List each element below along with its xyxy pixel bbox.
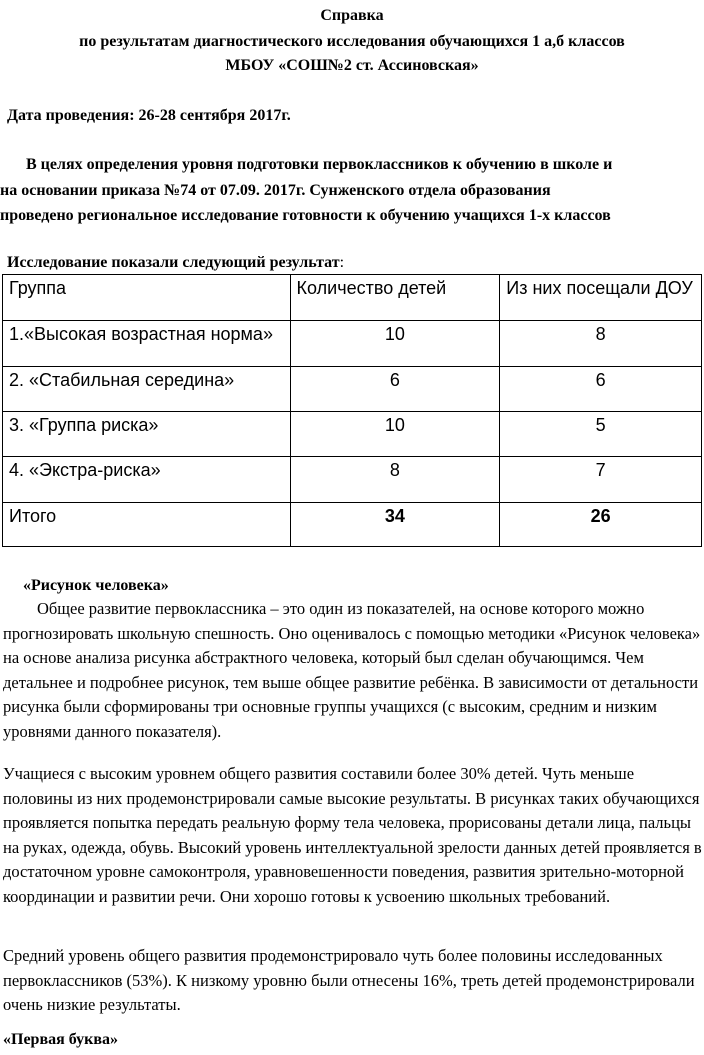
date-line: Дата проведения: 26-28 сентября 2017г. [7,107,291,124]
table-header-row [3,275,702,321]
table-total-row [3,503,702,547]
table-row [3,412,702,457]
doc-title: Справка [320,7,384,24]
school-name: МБОУ «СОШ№2 ст. Ассиновская» [225,57,479,74]
row-group: 3. «Группа риска» [3,412,291,457]
results-label [7,253,344,273]
total-dou: 26 [500,503,702,547]
row-count: 10 [290,321,500,367]
results-table [2,274,702,547]
paragraph-2: Учащиеся с высоким уровнем общего развития составили более 30% детей. Чуть меньше половины из них продемонстрировали самые высокие результаты. В рисунках таких обучающихся проявляется попытка передать реальную форму тела человека, прорисованы детали лица, пальцы на руках, одежда, обувь. Высокий уровень интеллектуальной зрелости данных детей проявляется в достаточном уровне самоконтроля, уравновешенности поведения, развития зрительно-моторной координации и развитии речи. Они хорошо готовы к усвоению школьных требований. [3,764,702,906]
row-group: 2. «Стабильная середина» [3,367,291,412]
paragraph-1: Общее развитие первоклассника – это один из показателей, на основе которого можно прогнозировать школьную спешность. Оно оценивалось с помощью методики «Рисунок человека» на основе анализа рисунка абстрактного человека, который был сделан обучающимся. Чем детальнее и подробнее рисунок, тем выше общее развитие ребёнка. В зависимости от детальности рисунка были сформированы три основные группы учащихся (с высоким, средним и низким уровнями данного показателя). [3,599,701,741]
results-label-text: Исследование показали следующий результат [7,254,340,271]
section-title-drawing: «Рисунок человека» [23,577,169,594]
table-row [3,367,702,412]
header-count: Количество детей [290,275,500,321]
row-count: 10 [290,412,500,457]
total-count: 34 [290,503,500,547]
row-dou: 8 [500,321,702,367]
row-count: 6 [290,367,500,412]
row-group: 1.«Высокая возрастная норма» [3,321,291,367]
row-count: 8 [290,457,500,503]
doc-subtitle: по результатам диагностического исследования обучающихся 1 а,б классов [79,33,625,50]
table-row [3,457,702,503]
table-row [3,321,702,367]
intro-line-2: на основании приказа №74 от 07.09. 2017г. Сунженского отдела образования [0,182,551,199]
section-title-first-letter: «Первая буква» [3,1031,118,1048]
total-label: Итого [3,503,291,547]
intro-line-1: В целях определения уровня подготовки первоклассников к обучению в школе и [26,156,613,173]
row-group: 4. «Экстра-риска» [3,457,291,503]
results-label-colon: : [339,254,345,271]
paragraph-3: Средний уровень общего развития продемонстрировало чуть более половины исследованных первоклассников (53%). К низкому уровню были отнесены 16%, треть детей продемонстрировали очень низкие результаты. [3,946,695,1014]
intro-line-3: проведено региональное исследование готовности к обучению учащихся 1-х классов [0,207,611,224]
row-dou: 5 [500,412,702,457]
row-dou: 7 [500,457,702,503]
header-dou: Из них посещали ДОУ [500,275,702,321]
header-group: Группа [3,275,291,321]
row-dou: 6 [500,367,702,412]
